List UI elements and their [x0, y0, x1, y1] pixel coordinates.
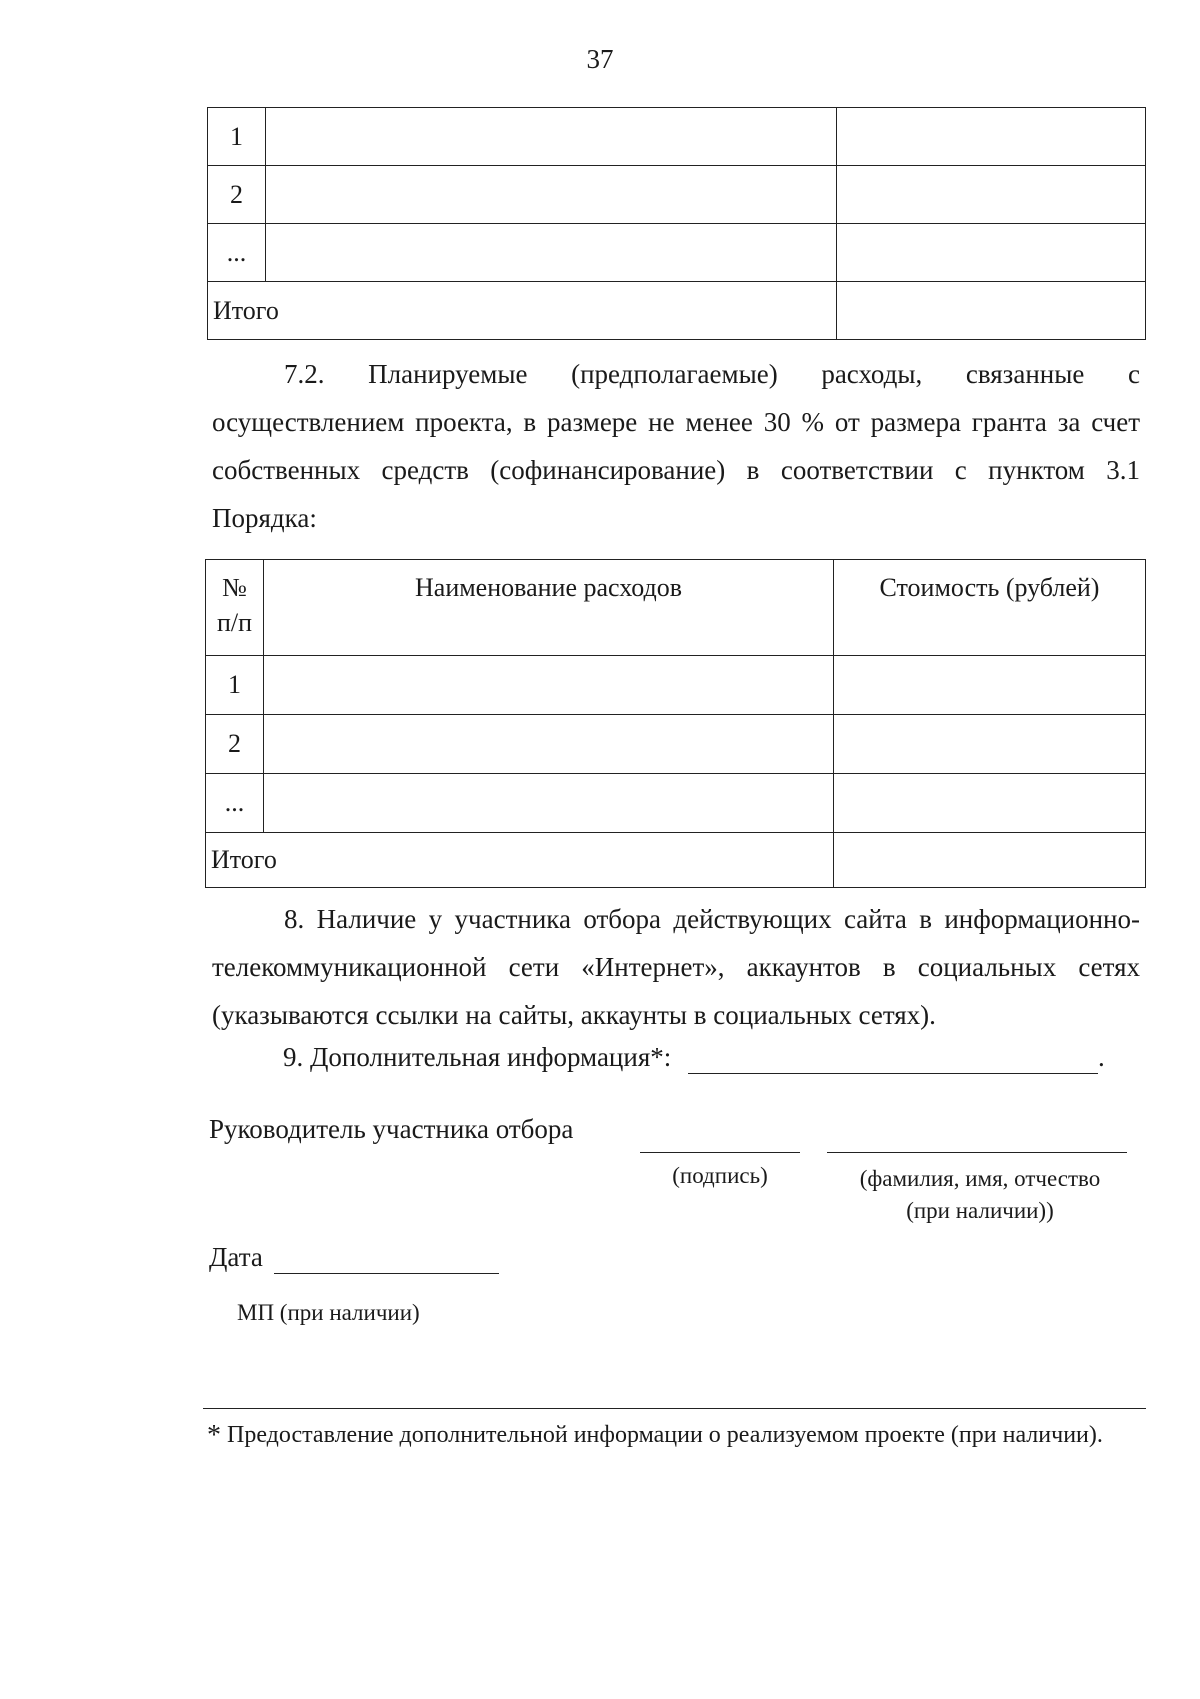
expenses-table [205, 559, 1146, 888]
section-8-line-2: телекоммуникационной сети «Интернет», аккаунтов в социальных сетях [212, 952, 1140, 982]
expense-cost-cell[interactable] [834, 656, 1146, 715]
table-row [206, 715, 1146, 774]
expense-name-cell[interactable] [266, 108, 837, 166]
section-7-2-paragraph [212, 350, 1140, 542]
expense-cost-cell[interactable] [834, 774, 1146, 833]
total-row [208, 282, 1146, 340]
footnote-divider [203, 1408, 1146, 1409]
expense-cost-cell[interactable] [837, 108, 1146, 166]
table-row [208, 108, 1146, 166]
section-8-paragraph [212, 895, 1140, 1039]
total-label: Итого [206, 833, 834, 888]
paragraph-word: расходы, [821, 359, 923, 389]
expense-cost-cell[interactable] [837, 224, 1146, 282]
footnote-text: Предоставление дополнительной информации о реализуемом проекте (при наличии). [227, 1422, 1103, 1448]
head-of-participant-label: Руководитель участника отбора [209, 1114, 574, 1144]
header-cost: Стоимость (рублей) [834, 560, 1146, 656]
full-name-caption [830, 1163, 1130, 1227]
paragraph-word: Планируемые [368, 359, 528, 389]
row-number: 1 [208, 108, 266, 166]
footnote-mark: * [207, 1420, 221, 1451]
total-label: Итого [208, 282, 837, 340]
total-value-cell[interactable] [834, 833, 1146, 888]
section-9-label: 9. Дополнительная информация*: [283, 1042, 672, 1072]
row-number: 1 [206, 656, 264, 715]
expense-name-cell[interactable] [266, 224, 837, 282]
paragraph-word: с [1127, 359, 1140, 389]
section-7-2-line-3: собственных средств (софинансирование) в соответствии с пунктом 3.1 [212, 455, 1140, 485]
header-expense-name: Наименование расходов [264, 560, 834, 656]
table-row [208, 166, 1146, 224]
expense-cost-cell[interactable] [834, 715, 1146, 774]
section-9-end-mark: . [1098, 1042, 1105, 1072]
signature-caption: (подпись) [672, 1163, 768, 1188]
table-row [208, 224, 1146, 282]
additional-info-field[interactable] [688, 1042, 1098, 1074]
row-number: 2 [208, 166, 266, 224]
date-field[interactable] [274, 1242, 499, 1274]
paragraph-word: (предполагаемые) [571, 359, 778, 389]
row-number: ... [206, 774, 264, 833]
date-row [209, 1242, 499, 1274]
row-number: ... [208, 224, 266, 282]
section-7-2-line-2: осуществлением проекта, в размере не менее 30 % от размера гранта за счет [212, 407, 1140, 437]
section-7-2-line-1 [212, 350, 1140, 398]
expense-name-cell[interactable] [264, 774, 834, 833]
expense-name-cell[interactable] [266, 166, 837, 224]
full-name-caption-line-2: (при наличии)) [906, 1198, 1054, 1223]
full-name-caption-line-1: (фамилия, имя, отчество [859, 1166, 1101, 1191]
stamp-label: МП (при наличии) [237, 1300, 420, 1325]
section-9-additional-info [283, 1042, 1105, 1074]
table-header-row [206, 560, 1146, 656]
table-row [206, 656, 1146, 715]
expense-name-cell[interactable] [264, 656, 834, 715]
total-value-cell[interactable] [837, 282, 1146, 340]
section-8-line-1: 8. Наличие у участника отбора действующих сайта в информационно- [284, 904, 1140, 934]
total-row [206, 833, 1146, 888]
footnote [207, 1420, 1157, 1452]
expense-name-cell[interactable] [264, 715, 834, 774]
expense-cost-cell[interactable] [837, 166, 1146, 224]
signature-field[interactable] [640, 1152, 800, 1153]
header-number: № п/п [206, 560, 264, 656]
table-row [206, 774, 1146, 833]
full-name-field[interactable] [827, 1152, 1127, 1153]
section-number: 7.2. [284, 359, 325, 389]
paragraph-word: связанные [965, 359, 1085, 389]
page-number: 37 [586, 44, 614, 74]
expenses-table-continued [207, 107, 1146, 340]
section-8-line-3: (указываются ссылки на сайты, аккаунты в социальных сетях). [212, 1000, 936, 1030]
section-7-2-line-4: Порядка: [212, 503, 317, 533]
row-number: 2 [206, 715, 264, 774]
date-label: Дата [209, 1242, 263, 1272]
